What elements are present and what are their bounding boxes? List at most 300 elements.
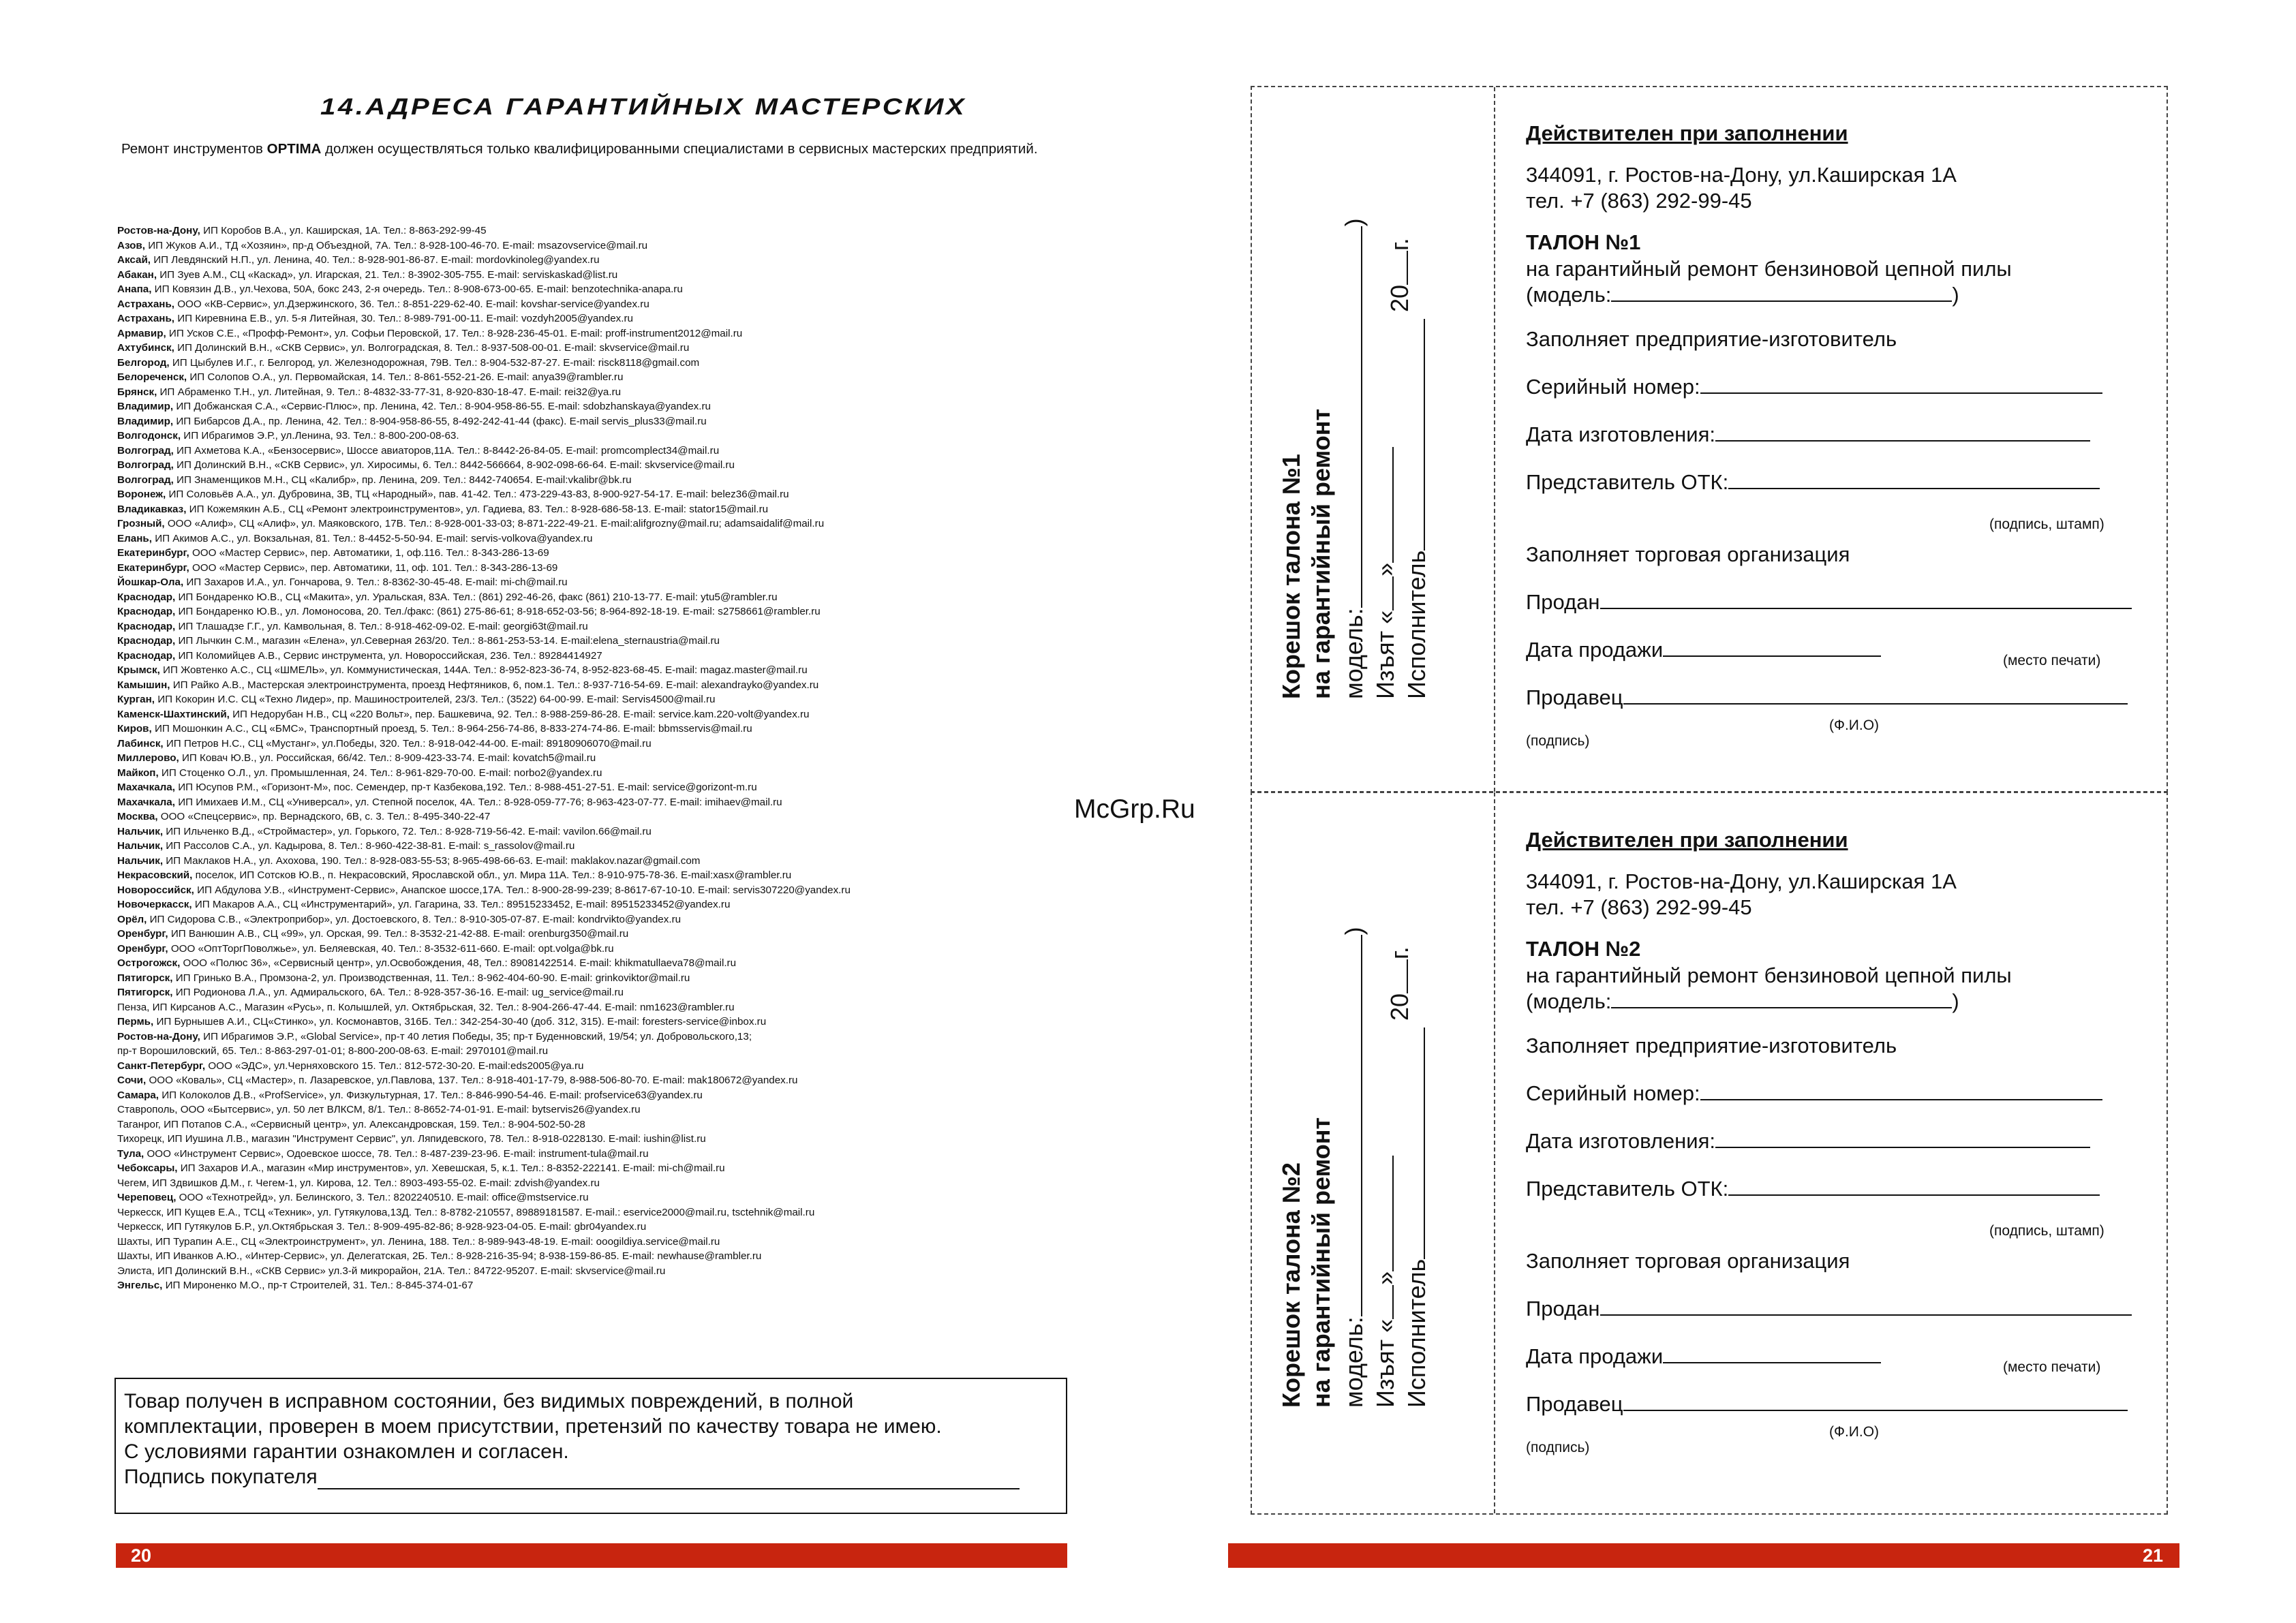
coupon-stub	[1252, 87, 1495, 792]
sale-date-field[interactable]	[1663, 1344, 1881, 1363]
address-entry	[117, 1264, 1112, 1279]
address-city: Пермь,	[117, 1016, 154, 1027]
address-city: Волгоград,	[117, 474, 174, 486]
address-entry	[117, 282, 1112, 297]
page-number: 21	[2142, 1545, 2163, 1566]
stub-year-suffix: г.	[1386, 238, 1413, 251]
coupon-stub	[1252, 792, 1495, 1513]
buyer-acceptance-box	[114, 1378, 1067, 1514]
address-entry	[117, 751, 1112, 766]
address-details: ИП Ильченко В.Д., «Строймастер», ул. Горького, 72. Тел.: 8-928-719-56-42. E-mail: vavilon.66@mail.ru	[163, 825, 652, 837]
address-city: Тула,	[117, 1147, 144, 1160]
model-label: (модель:	[1526, 283, 1612, 307]
address-details: ИП Сидорова С.В., «Электроприбор», ул. Достоевского, 8. Тел.: 8-910-305-07-87. E-mail: kondrvikto@yandex.ru	[147, 913, 682, 925]
address-details: Чегем, ИП Здвишков Д.М., г. Чегем-1, ул. Кирова, 12. Тел.: 8903-493-55-02. E-mail: zdvish@yandex.ru	[117, 1177, 600, 1189]
address-details: ИП Акимов А.С., ул. Вокзальная, 81. Тел.: 8-4452-5-50-94. E-mail: servis-volkova@yandex.ru	[151, 532, 593, 544]
address-details: ИП Долинский В.Н., «СКВ Сервис», ул. Хиросимы, 6. Тел.: 8442-566664, 8-902-098-66-64. E-mail: skvservice@mail.ru	[173, 459, 735, 471]
address-city: Белореченск,	[117, 371, 187, 383]
address-details: ИП Знаменщиков М.Н., СЦ «Калибр», пр. Ленина, 209. Тел.: 8442-740654. E-mail:vkalibr@bk.ru	[173, 474, 632, 486]
phone-line: тел. +7 (863) 292-99-45	[1526, 895, 1752, 919]
stub-day-field[interactable]	[1372, 1285, 1394, 1319]
address-city: Екатеринбург,	[117, 547, 189, 559]
stub-year-prefix: 20	[1386, 993, 1413, 1021]
made-date-label: Дата изготовления:	[1526, 422, 1715, 446]
address-details: ИП Колоколов Д.В., «ProfService», ул. Физкультурная, 17. Тел.: 8-846-990-54-46. E-mail: profservice63@yandex.ru	[159, 1089, 703, 1101]
stub-taken-row	[1371, 1156, 1400, 1408]
intro-prefix: Ремонт инструментов	[121, 141, 267, 157]
address-entry	[117, 385, 1112, 400]
address-entry	[117, 370, 1112, 385]
otk-row	[1526, 1177, 2100, 1201]
address-entry	[117, 795, 1112, 810]
otk-field[interactable]	[1728, 470, 2100, 489]
talon-title: ТАЛОН №1	[1526, 230, 1641, 254]
address-entry	[117, 1147, 1112, 1162]
address-city: Оренбург,	[117, 928, 168, 940]
address-city: Ахтубинск,	[117, 342, 174, 354]
address-entry	[117, 1249, 1112, 1264]
address-entry	[117, 546, 1112, 561]
address-city: Пятигорск,	[117, 972, 173, 984]
address-details: ИП Жуков А.И., ТД «Хозяин», пр-д Объездной, 7А. Тел.: 8-928-100-46-70. E-mail: msazovservice@mail.ru	[144, 239, 648, 251]
address-details: ИП Мироненко М.О., пр-т Строителей, 31. Тел.: 8-845-374-01-67	[162, 1280, 474, 1291]
address-details: Тихорецк, ИП Иушина Л.В., магазин "Инструмент Сервис", ул. Ляпидевского, 78. Тел.: 8-918-0228130. E-mail: iushin@list.ru	[117, 1133, 706, 1145]
talon-title: ТАЛОН №2	[1526, 937, 1641, 961]
sale-date-row	[1526, 638, 1881, 662]
address-entry	[117, 444, 1112, 459]
stub-quote-close: »	[1371, 562, 1399, 576]
stub-model-label: модель:	[1340, 608, 1368, 699]
made-date-row	[1526, 1129, 2090, 1154]
fio-hint: (Ф.И.О)	[1829, 717, 1880, 733]
serial-row	[1526, 1081, 2102, 1106]
signature-field[interactable]	[318, 1468, 1020, 1489]
address-city: Краснодар,	[117, 591, 176, 603]
address-entry	[117, 1161, 1112, 1176]
address-entry	[117, 223, 1112, 238]
address-entry	[117, 619, 1112, 634]
stub-executor-field[interactable]	[1403, 319, 1425, 551]
sold-label: Продан	[1526, 590, 1600, 614]
address-city: Миллерово,	[117, 752, 179, 764]
notice-line: С условиями гарантии ознакомлен и согласен.	[124, 1440, 569, 1463]
address-entry	[117, 356, 1112, 371]
address-details: Черкесск, ИП Кущев Е.А., ТСЦ «Техник», ул. Гутякулова,13Д. Тел.: 8-8782-210557, 89889181587. E-mail.: eservice2000@mail.ru, tsctehnik@mail.ru	[117, 1206, 815, 1218]
address-details: поселок, ИП Сотсков Ю.В., п. Некрасовский, Ярославской обл., ул. Мира 11А. Тел.: 8-910-975-78-36. E-mail:xasx@rambler.ru	[192, 869, 792, 881]
address-entry	[117, 1176, 1112, 1191]
address-entry	[117, 649, 1112, 664]
signature-label: Подпись покупателя	[124, 1466, 318, 1488]
address-details: ИП Макаров А.А., СЦ «Инструментарий», ул. Гагарина, 33. Тел.: 89515233452, E-mail: 89515233452@yandex.ru	[192, 899, 731, 910]
address-city: Воронеж,	[117, 489, 166, 500]
address-entry	[117, 971, 1112, 986]
maker-address	[1526, 162, 1957, 214]
address-city: Самара,	[117, 1089, 159, 1101]
address-entry	[117, 516, 1112, 531]
address-details: ИП Ванюшин А.В., СЦ «99», ул. Орская, 99. Тел.: 8-3532-21-42-88. E-mail: orenburg350@mail.ru	[168, 928, 629, 940]
stub-model-field[interactable]	[1341, 935, 1362, 1316]
intro-paragraph	[121, 140, 1072, 157]
sale-date-field[interactable]	[1663, 638, 1881, 657]
address-city: Орёл,	[117, 913, 147, 925]
stub-executor-label: Исполнитель	[1403, 1258, 1430, 1408]
address-city: Оренбург,	[117, 942, 168, 955]
address-city: Краснодар,	[117, 635, 176, 647]
otk-label: Представитель ОТК:	[1526, 470, 1729, 494]
address-entry	[117, 737, 1112, 752]
page-title: 14.АДРЕСА ГАРАНТИЙНЫХ МАСТЕРСКИХ	[320, 94, 967, 120]
address-entry	[117, 707, 1112, 722]
address-entry	[117, 883, 1112, 898]
stub-year-field[interactable]	[1386, 251, 1408, 285]
address-entry	[117, 253, 1112, 268]
stub-year-field[interactable]	[1386, 959, 1408, 993]
seller-label: Продавец	[1526, 1392, 1623, 1416]
talon-desc-line: на гарантийный ремонт бензиновой цепной пилы	[1526, 257, 2012, 281]
address-details: Таганрог, ИП Потапов С.А., «Сервисный центр», ул. Александровская, 159. Тел.: 8-904-502-50-28	[117, 1118, 585, 1130]
address-details: ИП Мошонкин А.С., СЦ «БМС», Транспортный проезд, 5. Тел.: 8-964-256-74-86, 8-833-274-74-86. E-mail: bbmsservis@mail.ru	[151, 723, 752, 735]
address-city: Ростов-на-Дону,	[117, 225, 200, 236]
stub-title-line-2: на гарантийный ремонт	[1307, 408, 1335, 699]
address-details: ИП Добжанская С.А., «Сервис-Плюс», пр. Ленина, 42. Тел.: 8-904-958-86-55. E-mail: sdobzhanskaya@yandex.ru	[173, 401, 711, 412]
stub-year-prefix: 20	[1386, 284, 1413, 312]
address-details: ООО «Технотрейд», ул. Белинского, 3. Тел.: 8202240510. E-mail: office@mstservice.ru	[176, 1192, 589, 1203]
seller-label: Продавец	[1526, 685, 1623, 709]
intro-suffix: должен осуществляться только квалифицированными специалистами в сервисных мастерских предприятий.	[321, 141, 1038, 157]
address-entry	[117, 678, 1112, 693]
talon-description	[1526, 256, 2012, 308]
address-details: ИП Стоценко О.Л., ул. Промышленная, 24. Тел.: 8-961-829-70-00. E-mail: norbo2@yandex.ru	[158, 767, 602, 779]
address-city: Некрасовский,	[117, 869, 193, 881]
stub-year	[1386, 238, 1414, 312]
address-city: Лабинск,	[117, 737, 164, 749]
address-entry	[117, 809, 1112, 824]
address-details: ИП Абдулова У.В., «Инструмент-Сервис», Анапское шоссе,17А. Тел.: 8-900-28-99-239; 8-8617-67-10-10. E-mail: servis307220@yandex.ru	[194, 884, 851, 896]
address-city: Камышин,	[117, 679, 170, 691]
address-city: Армавир,	[117, 327, 166, 339]
stub-model-field[interactable]	[1341, 226, 1362, 608]
address-entry	[117, 692, 1112, 707]
address-entry	[117, 1190, 1112, 1205]
address-details: ИП Кожемякин А.Б., СЦ «Ремонт электроинструментов», ул. Гадиева, 83. Тел.: 8-928-686-58-13. E-mail: stator15@mail.ru	[186, 503, 769, 515]
signature-hint: (подпись)	[1526, 1440, 1590, 1455]
notice-line: Товар получен в исправном состоянии, без видимых повреждений, в полной	[124, 1390, 854, 1412]
address-city: Чебоксары,	[117, 1162, 178, 1174]
notice-line: комплектации, проверен в моем присутствии, претензий по качеству товара не имею.	[124, 1415, 942, 1438]
address-details: ИП Захаров И.А., ул. Гончарова, 9. Тел.: 8-8362-30-45-48. E-mail: mi-ch@mail.ru	[183, 576, 568, 588]
address-city: Краснодар,	[117, 606, 176, 617]
stub-title-line-2: на гарантийный ремонт	[1307, 1117, 1335, 1408]
address-line: 344091, г. Ростов-на-Дону, ул.Каширская 1А	[1526, 163, 1957, 187]
model-field[interactable]	[1611, 283, 1952, 302]
address-details: ООО «ОптТоргПоволжье», ул. Беляевская, 40. Тел.: 8-3532-611-660. E-mail: opt.volga@bk.ru	[168, 942, 614, 955]
address-details: ИП Кокорин И.С. СЦ «Техно Лидер», пр. Машиностроителей, 23/3. Тел.: (3522) 64-00-99. E-mail: Servis4500@mail.ru	[154, 694, 716, 705]
address-entry	[117, 1044, 1112, 1059]
address-city: Новочеркасск,	[117, 899, 192, 910]
address-city: Курган,	[117, 694, 155, 705]
stamp-place-hint: (место печати)	[2003, 653, 2101, 668]
address-city: Острогожск,	[117, 957, 181, 969]
stub-day-field[interactable]	[1372, 576, 1394, 610]
address-details: ООО «Алиф», СЦ «Алиф», ул. Маяковского, 17В. Тел.: 8-928-001-33-03; 8-871-222-49-21. E-mail:alifgrozny@mail.ru; adamsaidalif@mail.ru	[164, 518, 825, 529]
address-details: ИП Абраменко Т.Н., ул. Литейная, 9. Тел.: 8-4832-33-77-31, 8-920-830-18-47. E-mail: rei32@ya.ru	[157, 386, 622, 398]
address-city: Абакан,	[117, 268, 157, 281]
address-entry	[117, 1000, 1112, 1015]
address-entry	[117, 473, 1112, 488]
valid-note: Действителен при заполнении	[1526, 121, 1848, 145]
address-city: Аксай,	[117, 254, 151, 266]
address-details: ООО «Мастер Сервис», пер. Автоматики, 11, оф. 101. Тел.: 8-343-286-13-69	[189, 561, 558, 574]
sold-field[interactable]	[1600, 590, 2132, 609]
model-close: )	[1952, 989, 1959, 1013]
address-city: Ростов-на-Дону,	[117, 1030, 200, 1042]
valid-note: Действителен при заполнении	[1526, 828, 1848, 852]
address-city: Краснодар,	[117, 649, 176, 662]
stub-taken-row	[1371, 447, 1400, 699]
address-details: ООО «Инструмент Сервис», Одоевское шоссе, 78. Тел.: 8-487-239-23-96. E-mail: instrument-tula@mail.ru	[144, 1147, 649, 1160]
address-city: Нальчик,	[117, 840, 164, 852]
talon-desc-line: на гарантийный ремонт бензиновой цепной пилы	[1526, 963, 2012, 987]
stub-title-line-1: Корешок талона №2	[1277, 1162, 1305, 1408]
address-city: Москва,	[117, 811, 158, 822]
serial-label: Серийный номер:	[1526, 375, 1700, 399]
address-entry	[117, 824, 1112, 839]
address-city: Крымск,	[117, 664, 160, 676]
address-details: ИП Цыбулев И.Г., г. Белгород, ул. Железнодорожная, 79В. Тел.: 8-904-532-87-27. E-mail: risck8118@gmail.com	[169, 356, 700, 369]
maker-section-heading: Заполняет предприятие-изготовитель	[1526, 1034, 1897, 1057]
model-close: )	[1952, 283, 1959, 307]
address-entry	[117, 502, 1112, 517]
address-details: ИП Долинский В.Н., «СКВ Сервис», ул. Волгоградская, 8. Тел.: 8-937-508-00-01. E-mail: skvservice@mail.ru	[174, 342, 690, 354]
stub-quote-close: »	[1371, 1271, 1399, 1285]
stub-year	[1386, 946, 1414, 1021]
address-details: ИП Райко А.В., Мастерская электроинструмента, проезд Нефтяников, 6, пом.1. Тел.: 8-937-716-54-69. E-mail: alexandrayko@yandex.ru	[170, 679, 819, 691]
address-city: Владимир,	[117, 415, 174, 427]
address-entry	[117, 1278, 1112, 1293]
address-entry	[117, 985, 1112, 1000]
address-details: ИП Захаров И.А., магазин «Мир инструментов», ул. Хевешская, 5, к.1. Тел.: 8-8352-222141. E-mail: mi-ch@mail.ru	[177, 1162, 725, 1174]
address-details: ИП Рассолов С.А., ул. Кадырова, 8. Тел.: 8-960-422-38-81. E-mail: s_rassolov@mail.ru	[163, 840, 575, 852]
otk-field[interactable]	[1728, 1177, 2100, 1196]
stub-executor-label: Исполнитель	[1403, 550, 1430, 699]
address-details: ООО «Спецсервис», пр. Вернадского, 6В, с. 3. Тел.: 8-495-340-22-47	[157, 811, 491, 822]
address-details: ООО «ЭДС», ул.Черняховского 15. Тел.: 812-572-30-20. E-mail:eds2005@ya.ru	[205, 1060, 584, 1072]
seller-row	[1526, 1392, 2128, 1417]
sale-date-label: Дата продажи	[1526, 638, 1664, 662]
sale-date-label: Дата продажи	[1526, 1344, 1664, 1368]
address-list	[117, 223, 1112, 1293]
made-date-label: Дата изготовления:	[1526, 1129, 1715, 1153]
stub-executor-row	[1402, 319, 1432, 699]
address-details: ИП Бибарсов Д.А., пр. Ленина, 42. Тел.: 8-904-958-86-55, 8-492-242-41-44 (факс). E-mail servis_plus33@mail.ru	[173, 415, 707, 427]
stub-paren: )	[1340, 927, 1368, 936]
serial-row	[1526, 375, 2102, 399]
stub-executor-row	[1402, 1027, 1432, 1408]
stub-model-row	[1339, 927, 1369, 1408]
address-details: ИП Бондаренко Ю.В., СЦ «Макита», ул. Уральская, 83А. Тел.: (861) 292-46-26, факс (861) 210-13-77. E-mail: ytu5@rambler.ru	[175, 591, 778, 603]
stamp-place-hint: (место печати)	[2003, 1359, 2101, 1375]
talon-description	[1526, 963, 2012, 1015]
address-entry	[117, 634, 1112, 649]
sold-row	[1526, 590, 2132, 615]
stub-title-line-1: Корешок талона №1	[1277, 454, 1305, 699]
stub-taken-label: Изъят «	[1371, 1318, 1399, 1408]
address-entry	[117, 1073, 1112, 1088]
address-entry	[117, 297, 1112, 312]
address-entry	[117, 458, 1112, 473]
address-entry	[117, 268, 1112, 283]
sale-date-row	[1526, 1344, 1881, 1369]
page-number: 20	[131, 1545, 152, 1566]
address-city: Владимир,	[117, 401, 174, 412]
address-entry	[117, 575, 1112, 590]
address-city: Краснодар,	[117, 620, 176, 632]
stub-taken-label: Изъят «	[1371, 610, 1399, 699]
warranty-coupon-2	[1251, 791, 2168, 1515]
address-details: ИП Усков С.Е., «Профф-Ремонт», ул. Софьи Перовской, 17. Тел.: 8-928-236-45-01. E-mail: proff-instrument2012@mail.ru	[166, 327, 743, 339]
address-details: пр-т Ворошиловский, 65. Тел.: 8-863-297-01-01; 8-800-200-08-63. E-mail: 2970101@mail.ru	[117, 1045, 549, 1057]
address-entry	[117, 663, 1112, 678]
address-city: Махачкала,	[117, 796, 175, 808]
address-entry	[117, 868, 1112, 883]
signature-hint: (подпись)	[1526, 733, 1590, 749]
address-entry	[117, 1015, 1112, 1030]
address-city: Белгород,	[117, 356, 170, 369]
address-entry	[117, 1088, 1112, 1103]
address-entry	[117, 414, 1112, 429]
stub-title	[1276, 1117, 1336, 1408]
address-details: ООО «Полюс 36», «Сервисный центр», ул.Освобождения, 48, Тел.: 89081422514. E-mail: khikmatullaeva78@mail.ru	[180, 957, 737, 969]
maker-address	[1526, 869, 1957, 921]
trade-section-heading: Заполняет торговая организация	[1526, 542, 1850, 566]
address-details: ИП Ковач Ю.В., ул. Российская, 66/42. Тел.: 8-909-423-33-74. E-mail: kovatch5@mail.ru	[179, 752, 596, 764]
serial-field[interactable]	[1700, 375, 2102, 394]
address-city: Астрахань,	[117, 298, 174, 310]
address-entry	[117, 341, 1112, 356]
stub-year-suffix: г.	[1386, 946, 1413, 959]
address-details: ИП Ибрагимов Э.Р., «Global Service», пр-т 40 летия Победы, 35; пр-т Буденновский, 19/54; ул. Добровольского,13;	[200, 1030, 752, 1042]
made-date-row	[1526, 422, 2090, 447]
address-details: Шахты, ИП Турапин А.Е., СЦ «Электроинструмент», ул. Ленина, 188. Тел.: 8-989-943-48-19. E-mail: ooogildiya.service@mail.ru	[117, 1235, 720, 1248]
address-details: Пенза, ИП Кирсанов А.С., Магазин «Русь», п. Колышлей, ул. Октябрьская, 32. Тел.: 8-904-266-47-44. E-mail: nm1623@rambler.ru	[117, 1001, 735, 1013]
sold-row	[1526, 1297, 2132, 1321]
address-details: ИП Недорубан Н.В., СЦ «220 Вольт», пер. Башкевича, 92. Тел.: 8-988-259-86-28. E-mail: service.kam.220-volt@yandex.ru	[229, 708, 810, 720]
signature-row	[124, 1464, 1058, 1489]
address-city: Астрахань,	[117, 313, 174, 324]
address-entry	[117, 238, 1112, 253]
address-details: ИП Ахметова К.А., «Бензосервис», Шоссе авиаторов,11А. Тел.: 8-8442-26-84-05. E-mail: promcomplect34@mail.ru	[173, 444, 720, 457]
address-entry	[117, 1030, 1112, 1045]
address-line: 344091, г. Ростов-на-Дону, ул.Каширская 1А	[1526, 869, 1957, 893]
address-details: ИП Бурнышев А.И., СЦ«Стинко», ул. Космонавтов, 316Б. Тел.: 342-254-30-40 (доб. 312, 315). E-mail: foresters-service@inbox.ru	[153, 1016, 767, 1027]
address-details: ИП Соловьёв А.А., ул. Дубровина, 3В, ТЦ «Народный», пав. 41-42. Тел.: 473-229-43-83, 8-900-927-54-17. E-mail: belez36@mail.ru	[166, 489, 789, 500]
sign-stamp-hint: (подпись, штамп)	[1989, 1223, 2104, 1239]
stub-month-field[interactable]	[1372, 1156, 1394, 1271]
address-entry	[117, 839, 1112, 854]
address-city: Нальчик,	[117, 854, 164, 867]
serial-field[interactable]	[1700, 1081, 2102, 1100]
address-city: Череповец,	[117, 1192, 177, 1203]
seller-field[interactable]	[1623, 685, 2128, 705]
made-date-field[interactable]	[1715, 1129, 2090, 1148]
model-label: (модель:	[1526, 989, 1612, 1013]
address-entry	[117, 722, 1112, 737]
address-city: Махачкала,	[117, 782, 175, 793]
address-entry	[117, 854, 1112, 869]
address-city: Волгодонск,	[117, 430, 181, 442]
address-details: ИП Коломийцев А.В., Сервис инструмента, ул. Новороссийская, 236. Тел.: 89284414927	[175, 649, 602, 662]
page-number-bar	[116, 1543, 1067, 1568]
address-details: Черкесск, ИП Гутякулов Б.Р., ул.Октябрьская 3. Тел.: 8-909-495-82-86; 8-928-923-04-05. E-mail: gbr04yandex.ru	[117, 1221, 647, 1233]
address-entry	[117, 561, 1112, 576]
address-city: Екатеринбург,	[117, 561, 189, 574]
address-city: Брянск,	[117, 386, 157, 398]
model-field[interactable]	[1611, 989, 1952, 1008]
address-details: ИП Родионова Л.А., ул. Адмиральского, 6А. Тел.: 8-928-357-36-16. E-mail: ug_service@mail.ru	[172, 987, 624, 998]
address-city: Киров,	[117, 723, 152, 735]
address-entry	[117, 1117, 1112, 1132]
address-entry	[117, 604, 1112, 619]
seller-row	[1526, 685, 2128, 710]
address-details: ИП Юсупов Р.М., «Горизонт-М», пос. Семендер, пр-т Казбекова,192. Тел.: 8-988-451-27-51. E-mail: service@gorizont-m.ru	[174, 782, 757, 793]
address-details: ИП Гринько В.А., Промзона-2, ул. Производственная, 11. Тел.: 8-962-404-60-90. E-mail: grinkoviktor@mail.ru	[172, 972, 690, 984]
address-details: ИП Ковязин Д.В., ул.Чехова, 50А, бокс 243, 2-я очередь. Тел.: 8-908-673-00-65. E-mail: benzotechnika-anapa.ru	[151, 283, 683, 295]
address-city: Пятигорск,	[117, 987, 173, 998]
stub-month-field[interactable]	[1372, 447, 1394, 563]
stub-model-label: модель:	[1340, 1316, 1368, 1408]
sold-field[interactable]	[1600, 1297, 2132, 1316]
address-entry	[117, 956, 1112, 971]
address-details: ООО «Мастер Сервис», пер. Автоматики, 1, оф.116. Тел.: 8-343-286-13-69	[189, 547, 549, 559]
maker-section-heading: Заполняет предприятие-изготовитель	[1526, 327, 1897, 351]
seller-field[interactable]	[1623, 1392, 2128, 1411]
address-details: ИП Маклаков Н.А., ул. Ахохова, 190. Тел.: 8-928-083-55-53; 8-965-498-66-63. E-mail: maklakov.nazar@gmail.com	[163, 854, 701, 867]
watermark: McGrp.Ru	[1074, 794, 1195, 824]
address-city: Волгоград,	[117, 444, 174, 457]
address-details: ИП Жовтенко А.С., СЦ «ШМЕЛЬ», ул. Коммунистическая, 144А. Тел.: 8-952-823-36-74, 8-952-823-68-45. E-mail: magaz.master@mail.ru	[159, 664, 808, 676]
address-details: ИП Левдянский Н.П., ул. Ленина, 40. Тел.: 8-928-901-86-87. E-mail: mordovkinoleg@yandex.ru	[151, 254, 600, 266]
address-entry	[117, 1102, 1112, 1117]
address-city: Энгельс,	[117, 1280, 163, 1291]
address-city: Анапа,	[117, 283, 152, 295]
address-details: ООО «Коваль», СЦ «Мастер», п. Лазаревское, ул.Павлова, 137. Тел.: 8-918-401-17-79, 8-988-506-80-70. E-mail: mak180672@yandex.ru	[146, 1075, 798, 1086]
otk-label: Представитель ОТК:	[1526, 1177, 1729, 1201]
brand-name: OPTIMA	[266, 141, 322, 157]
address-city: Каменск-Шахтинский,	[117, 708, 230, 720]
address-details: ИП Лычкин С.М., магазин «Елена», ул.Северная 263/20. Тел.: 8-861-253-53-14. E-mail:elena_sternaustria@mail.ru	[175, 635, 720, 647]
address-entry	[117, 429, 1112, 444]
address-entry	[117, 1059, 1112, 1074]
page-number-bar	[1228, 1543, 2179, 1568]
sold-label: Продан	[1526, 1297, 1600, 1320]
address-details: ИП Петров Н.С., СЦ «Мустанг», ул.Победы, 320. Тел.: 8-918-042-44-00. E-mail: 89180906070@mail.ru	[163, 737, 652, 749]
address-entry	[117, 1132, 1112, 1147]
address-details: ИП Коробов В.А., ул. Каширская, 1А. Тел.: 8-863-292-99-45	[200, 225, 487, 236]
address-entry	[117, 399, 1112, 414]
address-entry	[117, 1205, 1112, 1220]
made-date-field[interactable]	[1715, 422, 2090, 442]
address-details: ИП Киревнина Е.В., ул. 5-я Литейная, 30. Тел.: 8-989-791-00-11. E-mail: vozdyh2005@yandex.ru	[174, 313, 633, 324]
address-entry	[117, 942, 1112, 957]
address-details: Элиста, ИП Долинский В.Н., «СКВ Сервис» ул.3-й микрорайон, 21А. Тел.: 84722-95207. E-mail: skvservice@mail.ru	[117, 1265, 666, 1277]
address-city: Грозный,	[117, 518, 165, 529]
stub-executor-field[interactable]	[1403, 1027, 1425, 1259]
address-entry	[117, 927, 1112, 942]
address-entry	[117, 311, 1112, 326]
stub-title	[1276, 409, 1336, 699]
address-city: Владикавказ,	[117, 503, 187, 515]
address-city: Новороссийск,	[117, 884, 194, 896]
